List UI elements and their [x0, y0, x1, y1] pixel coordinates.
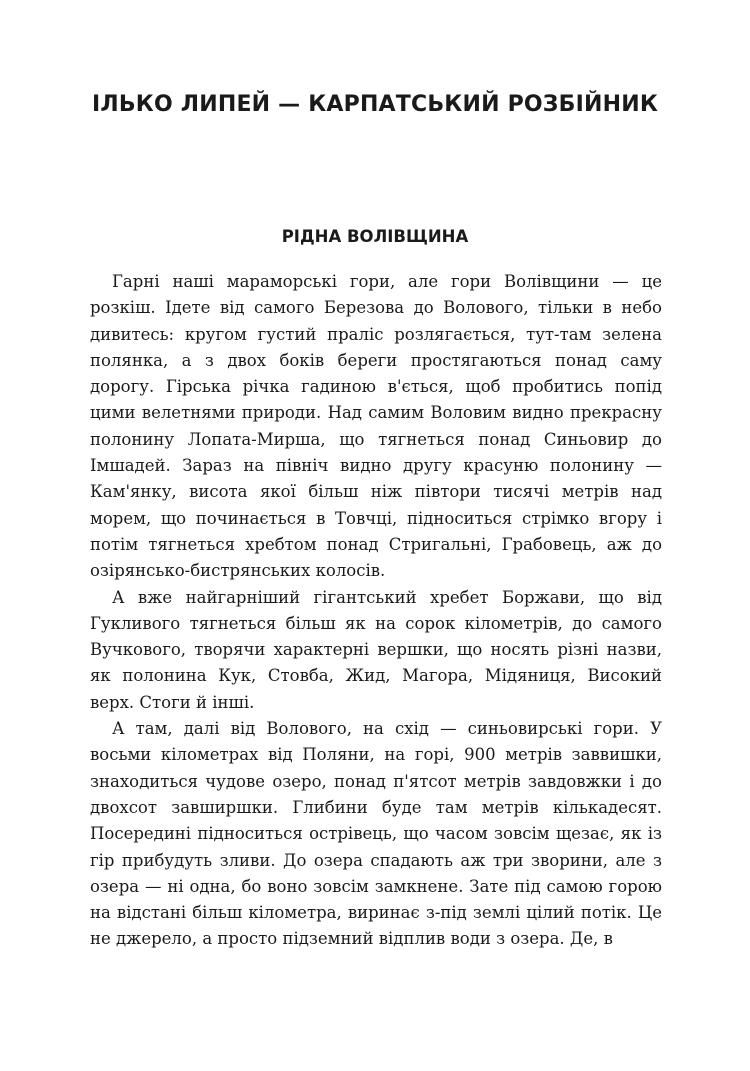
chapter-title: ІЛЬКО ЛИПЕЙ — КАРПАТСЬКИЙ РОЗБІЙНИК [91, 92, 658, 117]
paragraph-3: А там, далі від Волового, на схід — синьовирські гори. У восьми кілометрах від Поляни, на горі, 900 метрів заввишки, знаходиться чудове озеро, понад п'ятсот метрів завдовжки і до двохсот завширшки. Глибини буде там метрів кількадесят. Посередині підноситься острівець, що часом зовсім щезає, як із гір прибудуть зливи. До озера спадають аж три зворини, але з озера — ні одна, бо воно зовсім замкнене. Зате під самою горою на відстані більш кілометра, виринає з-під землі цілий потік. Це не джерело, а просто підземний відплив води з озера. Де, в [90, 719, 662, 949]
paragraph-1: Гарні наші мараморські гори, але гори Волівщини — це розкіш. Ідете від самого Березова до Волового, тільки в небо дивитесь: кругом густий праліс розлягається, тут-там зелена полянка, а з двох боків береги простягаються понад саму дорогу. Гірська річка гадиною в'ється, щоб пробитись попід цими велетнями природи. Над самим Воловим видно прекрасну полонину Лопата-Мирша, що тягнеться понад Синьовир до Імшадей. Зараз на північ видно другу красуню полонину — Кам'янку, висота якої більш ніж півтори тисячі метрів над морем, що починається в Товчці, підноситься стрімко вгору і потім тягнеться хребтом понад Стригальні, Грабовець, аж до озірянсько-бистрянських колосів. [90, 272, 662, 581]
body-text [90, 269, 662, 953]
section-title: РІДНА ВОЛІВЩИНА [281, 227, 469, 246]
paragraph-2: А вже найгарніший гігантський хребет Боржави, що від Гукливого тягнеться більш як на сорок кілометрів, до самого Вучкового, творячи характерні вершки, що носять різні назви, як полонина Кук, Стовба, Жид, Магора, Мідяниця, Високий верх. Стоги й інші. [90, 587, 662, 712]
